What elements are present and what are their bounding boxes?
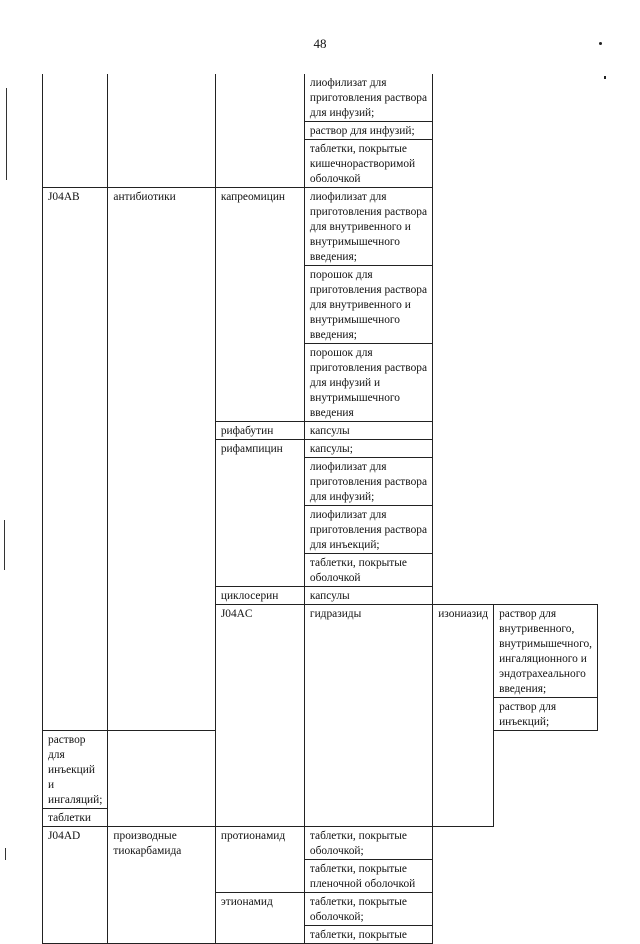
table-row — [43, 827, 598, 860]
dosage-form-cell: раствор для инфузий; — [304, 122, 432, 140]
dosage-form-cell: таблетки, покрытые кишечнорастворимой оболочкой — [304, 140, 432, 188]
dosage-form-cell: таблетки, покрытые пленочной оболочкой — [304, 860, 432, 893]
group-cell — [108, 74, 215, 188]
dosage-form-cell: лиофилизат для приготовления раствора для внутривенного и внутримышечного введения; — [304, 188, 432, 266]
dosage-form-cell: порошок для приготовления раствора для инфузий и внутримышечного введения — [304, 344, 432, 422]
dosage-form-cell: капсулы; — [304, 440, 432, 458]
table-row — [43, 74, 598, 122]
atc-code-cell: J04AC — [215, 605, 304, 827]
scan-edge-line — [5, 848, 6, 860]
dosage-form-cell: таблетки, покрытые оболочкой — [304, 554, 432, 587]
dosage-form-cell: лиофилизат для приготовления раствора для инъекций; — [304, 506, 432, 554]
dosage-form-cell: капсулы — [304, 422, 432, 440]
dosage-form-cell: лиофилизат для приготовления раствора для инфузий; — [304, 458, 432, 506]
drug-cell: протионамид — [215, 827, 304, 893]
dosage-form-cell: раствор для инъекций и ингаляций; — [43, 731, 108, 809]
atc-code-cell — [43, 74, 108, 188]
dosage-form-cell: таблетки, покрытые оболочкой; — [304, 893, 432, 926]
dosage-form-cell: капсулы — [304, 587, 432, 605]
scan-mark — [599, 42, 602, 45]
atc-code-cell: J04AB — [43, 188, 108, 731]
dosage-form-cell: таблетки — [43, 809, 108, 827]
group-cell: производные тиокарбамида — [108, 827, 215, 944]
scan-mark — [604, 76, 606, 79]
group-cell: гидразиды — [304, 605, 432, 827]
dosage-form-cell: раствор для внутривенного, внутримышечного, ингаляционного и эндотрахеального введения; — [494, 605, 598, 698]
table-row — [43, 188, 598, 266]
drug-cell: рифампицин — [215, 440, 304, 587]
drug-cell: этионамид — [215, 893, 304, 944]
dosage-form-cell: таблетки, покрытые — [304, 926, 432, 944]
page-number: 48 — [313, 36, 327, 51]
drug-cell — [215, 74, 304, 188]
drug-cell: циклосерин — [215, 587, 304, 605]
dosage-form-cell: таблетки, покрытые оболочкой; — [304, 827, 432, 860]
medication-table — [42, 74, 598, 944]
drug-cell: рифабутин — [215, 422, 304, 440]
drug-cell: капреомицин — [215, 188, 304, 422]
drug-cell: изониазид — [433, 605, 494, 827]
group-cell: антибиотики — [108, 188, 215, 731]
scan-edge-line — [6, 88, 7, 180]
atc-code-cell: J04AD — [43, 827, 108, 944]
scan-edge-line — [4, 520, 5, 570]
dosage-form-cell: лиофилизат для приготовления раствора для инфузий; — [304, 74, 432, 122]
dosage-form-cell: порошок для приготовления раствора для внутривенного и внутримышечного введения; — [304, 266, 432, 344]
dosage-form-cell: раствор для инъекций; — [494, 698, 598, 731]
